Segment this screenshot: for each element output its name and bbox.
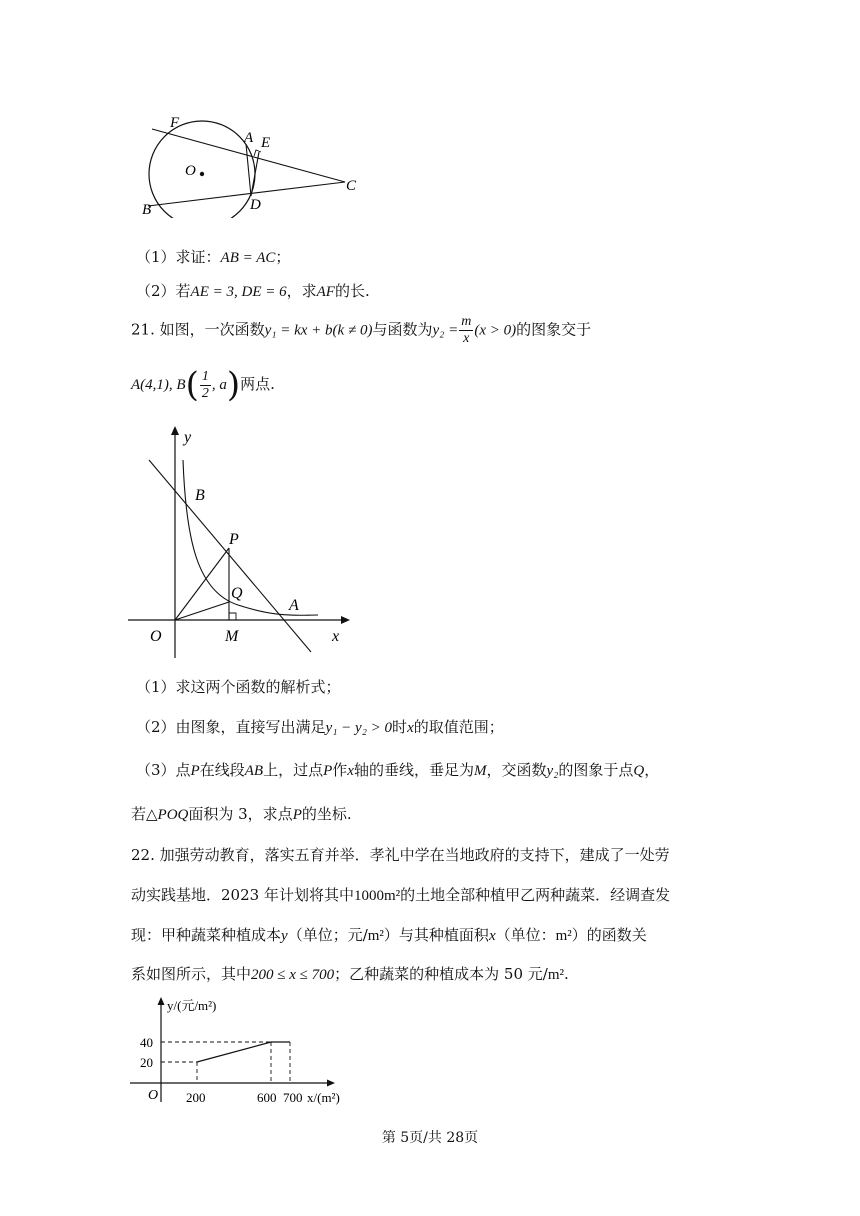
y-axis-arrow xyxy=(171,426,179,435)
right-angle-m xyxy=(229,613,236,620)
x-tick-700: 700 xyxy=(283,1090,303,1105)
circle-figure xyxy=(130,108,380,218)
label-x: x xyxy=(332,628,340,645)
q21-part1: （1）求这两个函数的解析式； xyxy=(136,678,341,696)
y-tick-40: 40 xyxy=(140,1035,153,1050)
label-d: D xyxy=(250,197,261,213)
label-m: M xyxy=(225,628,239,645)
y-tick-20: 20 xyxy=(140,1055,153,1070)
q21-points: A(4,1), B( $\frac{1}{2}$ , a)两点. xyxy=(131,365,275,405)
segment-rising xyxy=(197,1042,271,1062)
label-q: Q xyxy=(231,585,243,602)
label-a: A xyxy=(244,130,254,146)
label-a2: A xyxy=(289,597,299,614)
segment-oq xyxy=(175,602,229,620)
function-graph-figure xyxy=(128,422,358,662)
fraction-m-over-x: $\frac{m}{x}$ xyxy=(461,314,472,346)
label-o: O xyxy=(185,163,196,179)
line-ab xyxy=(149,460,311,652)
q22-line3: 现：甲种蔬菜种植成本y（单位；元/m²）与其种植面积x（单位：m²）的函数关 xyxy=(131,926,647,944)
label-o2: O xyxy=(150,628,162,645)
page-number: 第 5页/共 28页 xyxy=(381,1130,479,1146)
label-f: F xyxy=(170,115,180,131)
page-footer xyxy=(0,1127,860,1147)
label-c: C xyxy=(346,178,357,194)
q21-part3: （3）点P在线段AB上，过点P作x轴的垂线，垂足为M，交函数y₂的图象于点Q， xyxy=(136,761,660,779)
q22-line2: 动实践基地．2023 年计划将其中1000m²的土地全部种植甲乙两种蔬菜．经调查发 xyxy=(131,886,671,904)
right-angle-e xyxy=(254,150,261,156)
label-p: P xyxy=(229,531,239,548)
x-axis-arrow xyxy=(341,616,350,624)
q20-part2: （2）若AE = 3, DE = 6，求AF的长. xyxy=(136,282,370,300)
x-axis-label: x/(m²) xyxy=(307,1090,340,1105)
label-b: B xyxy=(142,202,152,218)
q21-intro: 21. 如图，一次函数y₁ = kx + b(k ≠ 0)与函数为y₂ = $\frac{m}{x}$ (x > 0)的图象交于 xyxy=(131,314,592,346)
label-e: E xyxy=(261,135,271,151)
label-y: y xyxy=(184,429,192,446)
origin-label: O xyxy=(148,1088,159,1103)
y-axis-label: y/(元/m²) xyxy=(167,998,217,1013)
q20-part1: （1）求证：AB = AC； xyxy=(136,248,291,266)
fraction-half: $\frac{1}{2}$ xyxy=(201,368,209,401)
q21-part2: （2）由图象，直接写出满足y₁ − y₂ > 0时x的取值范围； xyxy=(136,718,504,736)
center-point xyxy=(200,172,204,176)
label-b2: B xyxy=(195,487,205,504)
x-axis-arrow-3 xyxy=(327,1080,335,1087)
y-axis-arrow-3 xyxy=(158,997,165,1005)
x-tick-200: 200 xyxy=(186,1090,206,1105)
q22-line1: 22. 加强劳动教育，落实五育并举．孝礼中学在当地政府的支持下，建成了一处劳 xyxy=(131,846,670,864)
q21-part3-line2: 若△POQ面积为 3，求点P的坐标. xyxy=(131,805,352,823)
segment-op xyxy=(175,548,229,620)
hyperbola-curve xyxy=(183,460,318,615)
x-tick-600: 600 xyxy=(257,1090,277,1105)
cost-graph-figure xyxy=(128,996,368,1108)
q22-line4: 系如图所示，其中200 ≤ x ≤ 700；乙种蔬菜的种植成本为 50 元/m². xyxy=(131,965,569,983)
